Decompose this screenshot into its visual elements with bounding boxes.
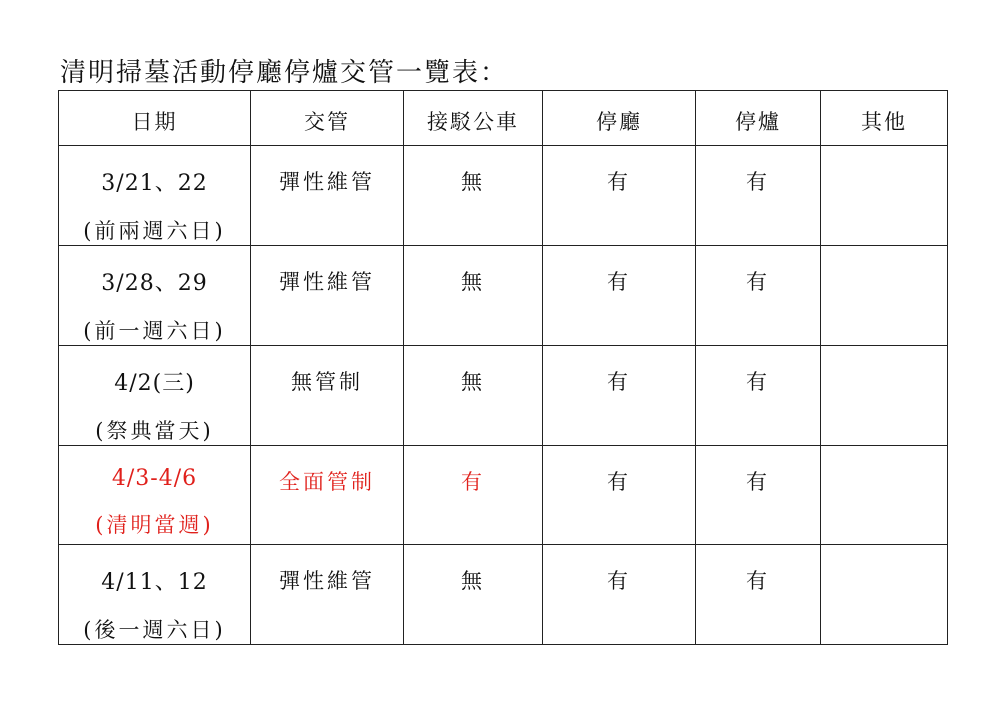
hall-closed-value: 有 xyxy=(607,270,631,294)
date-range: 4/11、12 xyxy=(101,570,208,595)
furnace-closed-cell xyxy=(696,545,821,645)
furnace-closed-cell xyxy=(696,446,821,545)
date-note: (前一週六日) xyxy=(83,319,226,343)
table-row xyxy=(59,246,948,346)
shuttle-value: 無 xyxy=(461,569,485,593)
date-cell xyxy=(59,246,251,346)
other-value xyxy=(821,146,947,166)
table-row-highlighted xyxy=(59,446,948,545)
shuttle-cell xyxy=(404,246,543,346)
schedule-table xyxy=(58,90,948,645)
furnace-closed-value: 有 xyxy=(746,470,770,494)
traffic-cell xyxy=(251,146,404,246)
other-value xyxy=(821,246,947,266)
traffic-cell xyxy=(251,545,404,645)
hall-closed-cell xyxy=(543,346,696,446)
other-value xyxy=(821,346,947,366)
traffic-cell xyxy=(251,346,404,446)
column-header-other: 其他 xyxy=(821,91,948,146)
traffic-cell xyxy=(251,246,404,346)
traffic-value: 全面管制 xyxy=(279,470,375,494)
column-header-furnace-closed: 停爐 xyxy=(696,91,821,146)
traffic-cell xyxy=(251,446,404,545)
date-cell xyxy=(59,446,251,545)
shuttle-value: 有 xyxy=(461,470,485,494)
shuttle-value: 無 xyxy=(461,270,485,294)
hall-closed-cell xyxy=(543,446,696,545)
other-value xyxy=(821,446,947,466)
traffic-value: 彈性維管 xyxy=(279,569,375,593)
shuttle-cell xyxy=(404,346,543,446)
other-value xyxy=(821,545,947,565)
other-cell xyxy=(821,346,948,446)
other-cell xyxy=(821,545,948,645)
shuttle-cell xyxy=(404,146,543,246)
date-note: (後一週六日) xyxy=(83,618,226,642)
date-cell xyxy=(59,346,251,446)
other-cell xyxy=(821,446,948,545)
furnace-closed-cell xyxy=(696,146,821,246)
hall-closed-cell xyxy=(543,146,696,246)
column-header-hall-closed: 停廳 xyxy=(543,91,696,146)
furnace-closed-value: 有 xyxy=(746,170,770,194)
furnace-closed-cell xyxy=(696,246,821,346)
furnace-closed-value: 有 xyxy=(746,569,770,593)
shuttle-cell xyxy=(404,545,543,645)
table-row xyxy=(59,146,948,246)
hall-closed-cell xyxy=(543,545,696,645)
shuttle-value: 無 xyxy=(461,170,485,194)
traffic-value: 無管制 xyxy=(291,370,363,394)
column-header-date: 日期 xyxy=(59,91,251,146)
page-title: 清明掃墓活動停廳停爐交管一覽表： xyxy=(60,58,509,88)
date-note: (前兩週六日) xyxy=(83,219,226,243)
traffic-value: 彈性維管 xyxy=(279,270,375,294)
date-range: 4/2(三) xyxy=(114,371,195,396)
hall-closed-value: 有 xyxy=(607,569,631,593)
shuttle-value: 無 xyxy=(461,370,485,394)
other-cell xyxy=(821,146,948,246)
table-row xyxy=(59,545,948,645)
table-header-row xyxy=(59,91,948,146)
shuttle-cell xyxy=(404,446,543,545)
furnace-closed-value: 有 xyxy=(746,370,770,394)
hall-closed-value: 有 xyxy=(607,170,631,194)
furnace-closed-value: 有 xyxy=(746,270,770,294)
column-header-traffic: 交管 xyxy=(251,91,404,146)
date-cell xyxy=(59,545,251,645)
hall-closed-value: 有 xyxy=(607,370,631,394)
table-row xyxy=(59,346,948,446)
date-note: (清明當週) xyxy=(95,513,214,537)
hall-closed-cell xyxy=(543,246,696,346)
column-header-shuttle: 接駁公車 xyxy=(404,91,543,146)
date-range: 3/28、29 xyxy=(101,271,208,296)
date-range: 4/3-4/6 xyxy=(111,466,198,491)
other-cell xyxy=(821,246,948,346)
furnace-closed-cell xyxy=(696,346,821,446)
date-range: 3/21、22 xyxy=(101,171,208,196)
date-cell xyxy=(59,146,251,246)
hall-closed-value: 有 xyxy=(607,470,631,494)
traffic-value: 彈性維管 xyxy=(279,170,375,194)
date-note: (祭典當天) xyxy=(95,419,214,443)
